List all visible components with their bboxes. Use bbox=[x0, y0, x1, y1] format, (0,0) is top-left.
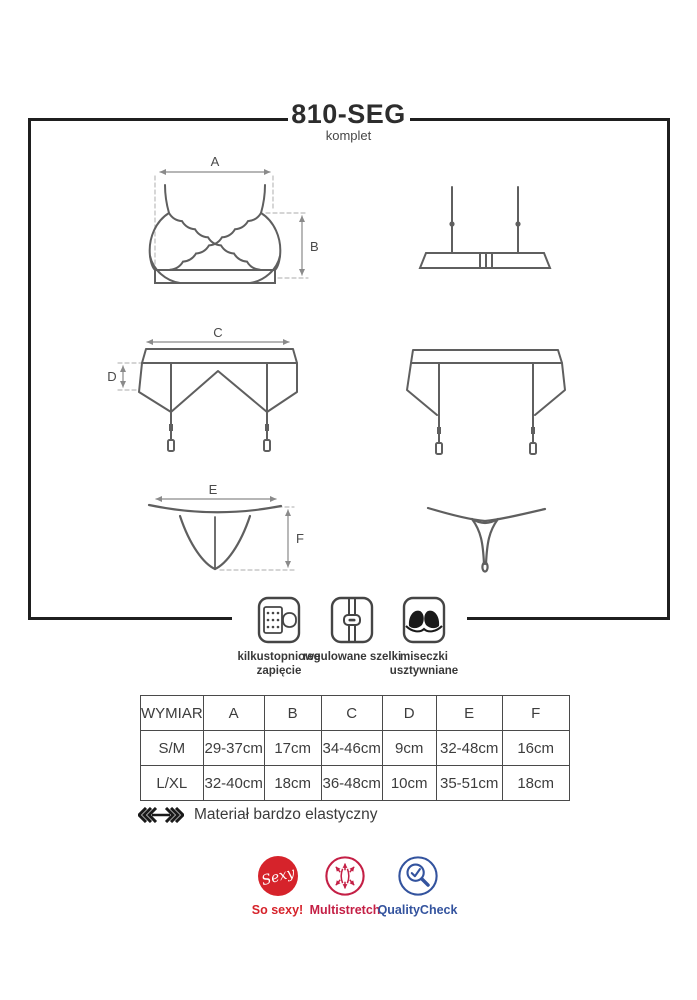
table-row bbox=[141, 731, 570, 766]
table-cell: 16cm bbox=[502, 731, 569, 766]
page-subtitle: komplet bbox=[325, 128, 372, 143]
badge-qualitycheck bbox=[377, 854, 458, 917]
measure-b-label: B bbox=[310, 239, 319, 254]
page-title: 810-SEG bbox=[291, 99, 406, 129]
table-header-cell: D bbox=[382, 696, 436, 731]
table-cell: 18cm bbox=[264, 766, 321, 801]
badge-multistretch bbox=[310, 854, 380, 917]
padded-cups-icon bbox=[402, 596, 446, 644]
table-cell: 9cm bbox=[382, 731, 436, 766]
measure-c-label: C bbox=[213, 325, 223, 340]
adjustable-strap-icon bbox=[330, 596, 374, 644]
table-header-cell: E bbox=[436, 696, 502, 731]
feature-label-cups: miseczki usztywniane bbox=[389, 651, 459, 677]
bra-front-drawing bbox=[150, 154, 319, 283]
multistretch-badge-icon bbox=[324, 854, 366, 898]
table-header-cell: WYMIAR bbox=[141, 696, 204, 731]
hook-closure-icon bbox=[257, 596, 301, 644]
table-header-cell: B bbox=[264, 696, 321, 731]
so-sexy-label: So sexy! bbox=[251, 903, 304, 917]
table-cell: 35-51cm bbox=[436, 766, 502, 801]
table-header-cell: A bbox=[203, 696, 264, 731]
table-cell: 36-48cm bbox=[321, 766, 382, 801]
feature-label-closure: kilkustopniowe zapięcie bbox=[237, 651, 321, 677]
table-header-row bbox=[141, 696, 570, 731]
stretch-arrows-icon bbox=[138, 807, 184, 823]
table-cell: L/XL bbox=[141, 766, 204, 801]
multistretch-label: Multistretch bbox=[309, 903, 381, 917]
measure-f-label: F bbox=[296, 531, 304, 546]
panties-front-drawing bbox=[149, 482, 304, 570]
table-row bbox=[141, 766, 570, 801]
qualitycheck-badge-icon bbox=[397, 854, 439, 898]
table-cell: 17cm bbox=[264, 731, 321, 766]
table-cell: 10cm bbox=[382, 766, 436, 801]
table-cell: 34-46cm bbox=[321, 731, 382, 766]
material-note bbox=[138, 806, 378, 824]
measure-e-label: E bbox=[208, 482, 218, 497]
measure-d-label: D bbox=[107, 369, 117, 384]
garment-drawings bbox=[28, 118, 670, 620]
table-cell: S/M bbox=[141, 731, 204, 766]
table-header-cell: F bbox=[502, 696, 569, 731]
table-header-cell: C bbox=[321, 696, 382, 731]
sexy-circle-text: Sexy bbox=[259, 864, 297, 890]
size-table bbox=[140, 695, 570, 801]
table-cell: 32-48cm bbox=[436, 731, 502, 766]
qualitycheck-label: QualityCheck bbox=[377, 903, 458, 917]
bra-back-drawing bbox=[420, 187, 550, 268]
table-cell: 18cm bbox=[502, 766, 569, 801]
garter-front-drawing bbox=[107, 325, 297, 451]
measure-a-label: A bbox=[210, 154, 220, 169]
feature-label-straps: regulowane szelki bbox=[302, 651, 402, 663]
so-sexy-badge-icon bbox=[256, 854, 300, 898]
panties-back-drawing bbox=[428, 508, 545, 572]
garter-back-drawing bbox=[407, 350, 565, 454]
material-note-text: Materiał bardzo elastyczny bbox=[194, 806, 378, 823]
badge-so-sexy bbox=[245, 854, 310, 917]
table-cell: 32-40cm bbox=[203, 766, 264, 801]
table-cell: 29-37cm bbox=[203, 731, 264, 766]
